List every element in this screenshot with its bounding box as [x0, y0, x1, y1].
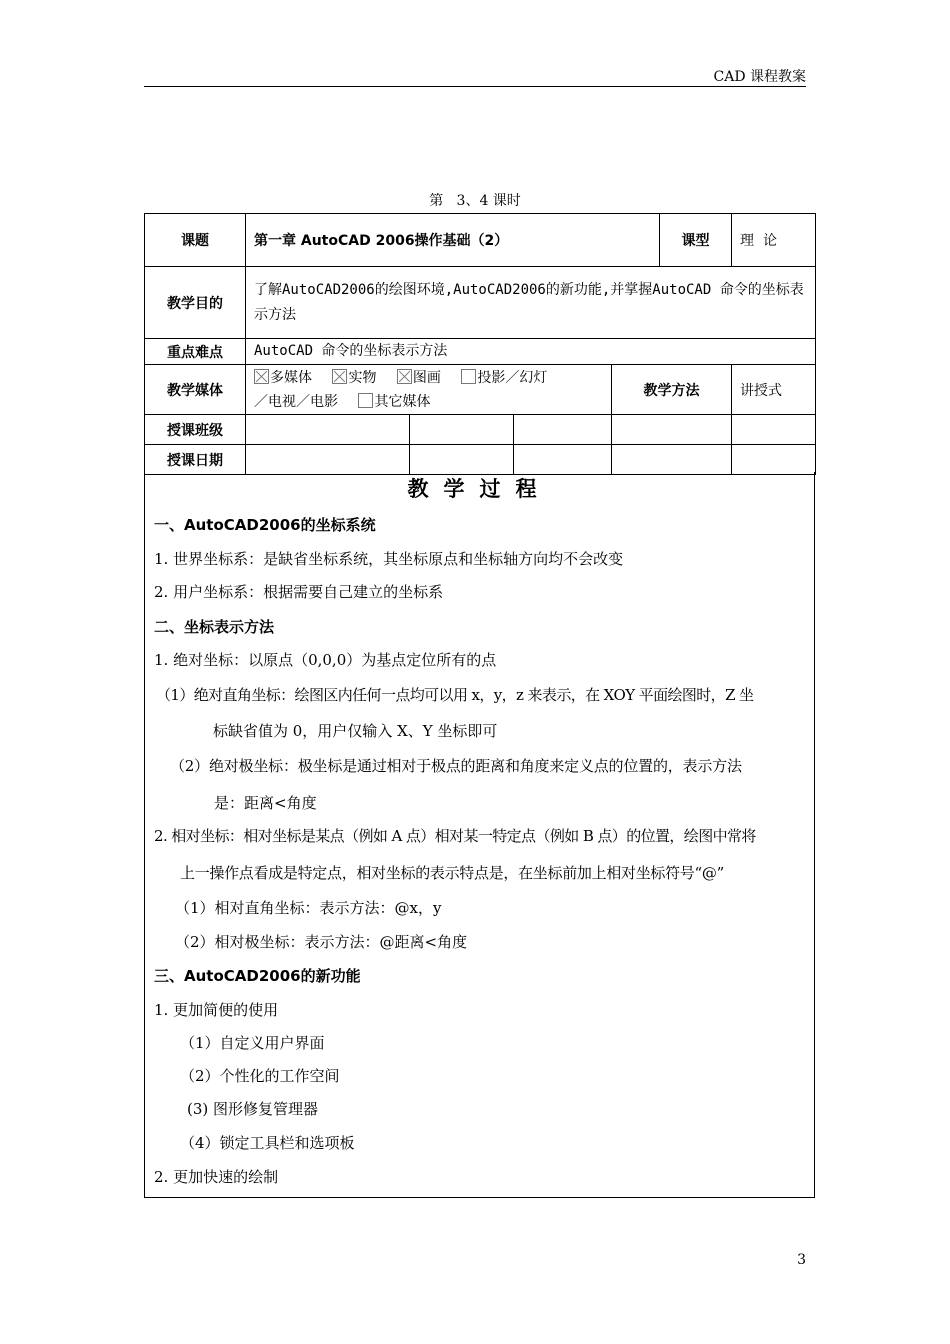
- date-cell: [514, 445, 612, 475]
- class-cell: [410, 415, 514, 445]
- date-cell: [410, 445, 514, 475]
- header-title: CAD 课程教案: [713, 69, 806, 85]
- class-cell: [514, 415, 612, 445]
- media-options: [246, 365, 612, 415]
- media-other-checkbox[interactable]: [358, 393, 373, 408]
- process-line: 1. 更加简便的使用: [154, 1001, 279, 1019]
- header-rule: [144, 86, 806, 87]
- process-line: （4）锁定工具栏和选项板: [180, 1134, 355, 1152]
- process-line: 是：距离<角度: [214, 794, 317, 812]
- date-cell: [246, 445, 410, 475]
- process-line: (3) 图形修复管理器: [187, 1100, 319, 1118]
- key-label: 重点难点: [145, 339, 246, 365]
- media-picture-checkbox[interactable]: [397, 369, 412, 384]
- method-value: 讲授式: [732, 365, 816, 415]
- media-tv-label: ／电视／电影: [254, 393, 338, 410]
- lesson-number: 第 3、4 课时: [429, 193, 521, 209]
- process-line: （2）绝对极坐标：极坐标是通过相对于极点的距离和角度来定义点的位置的，表示方法: [170, 757, 742, 775]
- process-line: （2）个性化的工作空间: [180, 1067, 340, 1085]
- page-number: 3: [797, 1252, 806, 1268]
- lesson-info-table: [144, 213, 816, 475]
- media-other-label: 其它媒体: [374, 393, 431, 410]
- media-multimedia-checkbox[interactable]: [254, 369, 269, 384]
- process-line: （1）绝对直角坐标：绘图区内任何一点均可以用 x，y，z 来表示，在 XOY 平面绘图时，Z 坐: [156, 686, 754, 704]
- topic-value: 第一章 AutoCAD 2006操作基础（2）: [246, 214, 660, 267]
- class-cell: [732, 415, 816, 445]
- date-cell: [612, 445, 732, 475]
- media-projection-label: 投影／幻灯: [477, 369, 548, 386]
- topic-label: 课题: [145, 214, 246, 267]
- section-heading: 二、坐标表示方法: [154, 618, 275, 636]
- class-cell: [246, 415, 410, 445]
- process-line: （2）相对极坐标：表示方法：@距离<角度: [175, 933, 468, 951]
- date-label: 授课日期: [145, 445, 246, 475]
- process-line: 上一操作点看成是特定点，相对坐标的表示特点是，在坐标前加上相对坐标符号“@”: [180, 864, 724, 882]
- section-heading: 一、AutoCAD2006的坐标系统: [154, 516, 376, 534]
- process-line: 2. 更加快速的绘制: [154, 1168, 279, 1186]
- method-label: 教学方法: [612, 365, 732, 415]
- process-title: 教学过程: [407, 477, 552, 501]
- class-label: 授课班级: [145, 415, 246, 445]
- date-cell: [732, 445, 816, 475]
- media-picture-label: 图画: [412, 369, 441, 386]
- process-line: 标缺省值为 0，用户仅输入 X、Y 坐标即可: [213, 722, 498, 740]
- media-multimedia-label: 多媒体: [270, 369, 312, 386]
- media-object-label: 实物: [348, 369, 377, 386]
- process-line: 1. 世界坐标系：是缺省坐标系统，其坐标原点和坐标轴方向均不会改变: [154, 550, 624, 568]
- type-label: 课型: [660, 214, 732, 267]
- section-heading: 三、AutoCAD2006的新功能: [154, 967, 361, 985]
- media-object-checkbox[interactable]: [332, 369, 347, 384]
- key-value: AutoCAD 命令的坐标表示方法: [246, 339, 816, 365]
- process-line: 2. 用户坐标系：根据需要自己建立的坐标系: [154, 583, 444, 601]
- media-projection-checkbox[interactable]: [461, 369, 476, 384]
- class-cell: [612, 415, 732, 445]
- goal-label: 教学目的: [145, 267, 246, 339]
- media-label: 教学媒体: [145, 365, 246, 415]
- type-value: 理 论: [732, 214, 816, 267]
- goal-value: 了解AutoCAD2006的绘图环境,AutoCAD2006的新功能,并掌握AutoCAD 命令的坐标表示方法: [246, 267, 816, 339]
- process-line: 1. 绝对坐标：以原点（0,0,0）为基点定位所有的点: [154, 651, 497, 669]
- process-line: （1）自定义用户界面: [180, 1034, 325, 1052]
- process-line: 2. 相对坐标：相对坐标是某点（例如 A 点）相对某一特定点（例如 B 点）的位置，绘图中常将: [154, 827, 756, 845]
- process-line: （1）相对直角坐标：表示方法：@x，y: [175, 899, 442, 917]
